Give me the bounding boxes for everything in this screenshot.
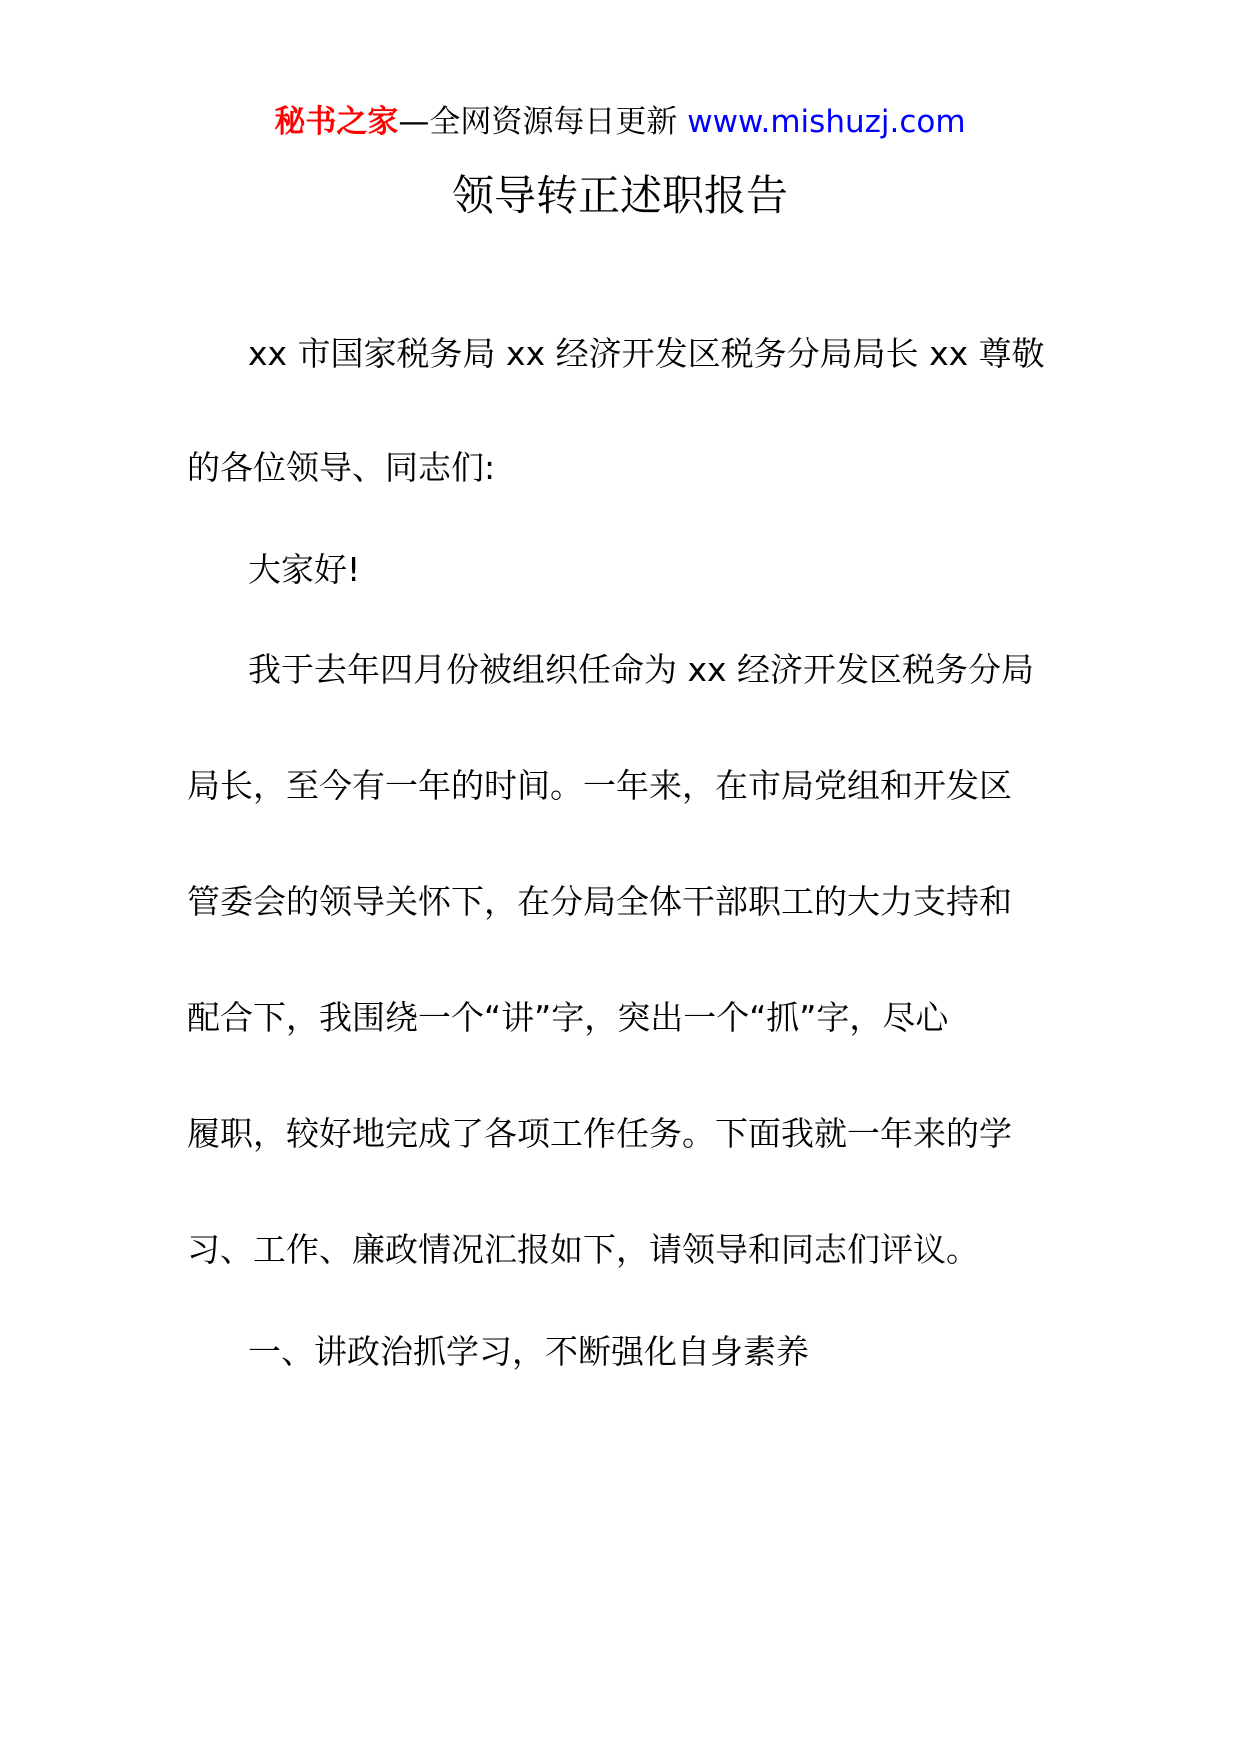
paragraph-line: 履职，较好地完成了各项工作任务。下面我就一年来的学 — [187, 1114, 1012, 1153]
brand-name: 秘书之家 — [274, 104, 399, 140]
paragraph-line: 局长，至今有一年的时间。一年来，在市局党组和开发区 — [187, 766, 1012, 805]
paragraph-line: xx 市国家税务局 xx 经济开发区税务分局局长 xx 尊敬 — [248, 334, 1045, 373]
paragraph-line: 的各位领导、同志们: — [187, 448, 496, 487]
paragraph-line: 管委会的领导关怀下，在分局全体干部职工的大力支持和 — [187, 882, 1012, 921]
paragraph-line: 习、工作、廉政情况汇报如下，请领导和同志们评议。 — [187, 1230, 979, 1269]
site-url-link[interactable]: www.mishuzj.com — [687, 104, 966, 140]
site-banner — [0, 102, 1240, 142]
banner-tagline: —全网资源每日更新 — [398, 104, 688, 140]
section-heading: 一、讲政治抓学习，不断强化自身素养 — [248, 1332, 809, 1371]
document-title: 领导转正述职报告 — [451, 171, 788, 220]
paragraph-line: 配合下，我围绕一个“讲”字，突出一个“抓”字，尽心 — [187, 998, 949, 1037]
paragraph-line: 我于去年四月份被组织任命为 xx 经济开发区税务分局 — [248, 650, 1035, 689]
paragraph-line: 大家好! — [248, 550, 361, 589]
